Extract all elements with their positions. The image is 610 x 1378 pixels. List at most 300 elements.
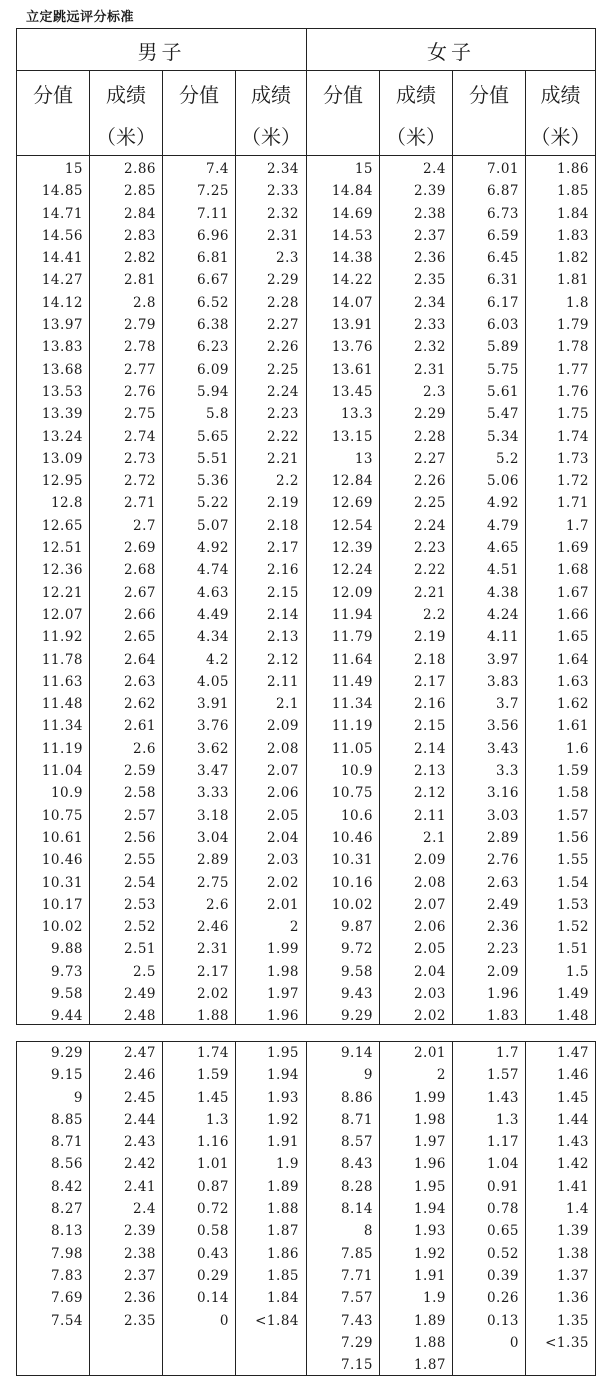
female-result-cell: 1.97 [413, 1134, 446, 1151]
male-result-cell: 2.26 [266, 339, 299, 356]
female-result-cell: 1.62 [556, 696, 589, 713]
table-body [17, 1042, 595, 1376]
male-result-cell: 2.43 [123, 1134, 156, 1151]
male-result-cell: 2.21 [266, 450, 299, 467]
female-result-cell: 2.23 [413, 540, 446, 557]
female-score-cell: 4.51 [486, 562, 519, 579]
female-score-cell: 9.72 [340, 941, 373, 958]
male-score-cell: 6.09 [196, 361, 229, 378]
male-result-cell: 2.03 [266, 852, 299, 869]
female-score-cell: 4.24 [486, 606, 519, 623]
female-result-cell: 2.06 [413, 919, 446, 936]
male-result-cell: 2.79 [123, 317, 156, 334]
male-score-cell: 1.74 [196, 1045, 229, 1061]
female-score-cell: 8.86 [340, 1089, 373, 1106]
male-score-cell: 6.96 [196, 227, 229, 244]
male-score-cell: 2.89 [196, 852, 229, 869]
female-score-cell: 14.53 [331, 227, 373, 244]
table-row [17, 760, 595, 782]
male-result-cell: 2.33 [266, 183, 299, 200]
male-result-cell: 2.19 [266, 495, 299, 512]
female-result-header-2 [526, 71, 595, 156]
female-score-cell: 10.75 [331, 785, 373, 802]
male-score-cell: 13.09 [41, 450, 83, 467]
female-score-cell: 7.29 [340, 1334, 373, 1351]
table-row [17, 1109, 595, 1131]
female-score-cell: 11.19 [331, 718, 373, 735]
female-score-cell: 13.91 [331, 317, 373, 334]
male-score-cell: 2.31 [196, 941, 229, 958]
female-result-cell: 1.67 [556, 584, 589, 601]
female-result-cell: 2.03 [413, 985, 446, 1002]
female-result-cell: 2.12 [413, 785, 446, 802]
male-score-cell: 10.02 [41, 919, 83, 936]
female-score-cell: 1.43 [486, 1089, 519, 1106]
female-result-cell: 1.57 [556, 807, 589, 824]
table-row [17, 1243, 595, 1265]
male-score-cell: 9.44 [50, 1008, 83, 1025]
male-score-header-2 [163, 71, 235, 156]
male-score-cell: 14.41 [41, 250, 83, 267]
male-score-cell: 5.07 [196, 517, 229, 534]
female-score-cell: 0.39 [486, 1267, 519, 1284]
female-result-cell: 2.24 [413, 517, 446, 534]
female-score-cell: 1.17 [486, 1134, 519, 1151]
female-score-cell: 13.45 [331, 383, 373, 400]
header-label: 成绩 [106, 83, 146, 107]
male-score-cell: 14.27 [41, 272, 83, 289]
table-row [17, 269, 595, 291]
male-score-cell: 3.62 [196, 740, 229, 757]
male-score-cell: 0.14 [196, 1290, 229, 1307]
table-row [17, 359, 595, 381]
male-result-cell: 2.47 [123, 1045, 156, 1061]
female-score-cell: 2.09 [486, 963, 519, 980]
female-score-cell: 13.15 [331, 428, 373, 445]
female-score-cell: 1.04 [486, 1156, 519, 1173]
male-score-cell [19, 1354, 83, 1376]
female-score-cell: 3.03 [486, 807, 519, 824]
female-result-cell: 2.33 [413, 317, 446, 334]
female-result-cell: 1.55 [556, 852, 589, 869]
female-score-cell: 10.46 [331, 829, 373, 846]
male-result-cell: 2.58 [123, 785, 156, 802]
female-score-cell: 14.69 [331, 205, 373, 222]
male-score-cell: 0 [219, 1312, 229, 1329]
female-result-cell: 1.78 [556, 339, 589, 356]
female-result-cell: 1.36 [556, 1290, 589, 1307]
male-result-cell: 1.99 [266, 941, 299, 958]
female-result-cell: 1.52 [556, 919, 589, 936]
male-result-cell: 1.96 [266, 1008, 299, 1025]
male-result-cell: 2.62 [123, 696, 156, 713]
female-result-cell: 1.39 [556, 1223, 589, 1240]
female-score-cell: 6.87 [486, 183, 519, 200]
male-result-cell: 2.24 [266, 383, 299, 400]
female-score-cell: 13.61 [331, 361, 373, 378]
female-score-cell: 6.17 [486, 294, 519, 311]
male-score-cell: 4.05 [196, 673, 229, 690]
male-score-cell: 4.74 [196, 562, 229, 579]
male-score-cell: 7.54 [50, 1312, 83, 1329]
male-score-cell: 6.23 [196, 339, 229, 356]
male-score-cell: 1.3 [206, 1111, 229, 1128]
female-score-cell: 3.16 [486, 785, 519, 802]
table-row [17, 604, 595, 626]
female-score-cell: 14.22 [331, 272, 373, 289]
male-result-cell: 2.09 [266, 718, 299, 735]
female-score-cell: 3.43 [486, 740, 519, 757]
header-unit: （米） [241, 125, 301, 149]
male-result-cell: 2.44 [123, 1111, 156, 1128]
header-label: 分值 [323, 83, 363, 107]
female-score-cell: 6.45 [486, 250, 519, 267]
male-score-cell: 13.53 [41, 383, 83, 400]
female-result-cell: 1.43 [556, 1134, 589, 1151]
female-score-cell: 6.03 [486, 317, 519, 334]
male-score-cell: 0.72 [196, 1201, 229, 1218]
male-result-cell: 1.87 [266, 1223, 299, 1240]
male-result-cell: 2.51 [123, 941, 156, 958]
female-score-cell: 5.75 [486, 361, 519, 378]
table-row [17, 782, 595, 804]
female-score-cell: 10.16 [331, 874, 373, 891]
male-result-cell: 2.72 [123, 473, 156, 490]
male-result-cell: 2.74 [123, 428, 156, 445]
female-result-cell: 1.66 [556, 606, 589, 623]
female-result-cell: 1.96 [413, 1156, 446, 1173]
female-score-cell: 12.39 [331, 540, 373, 557]
table-row [17, 894, 595, 916]
female-score-cell: 6.59 [486, 227, 519, 244]
male-score-cell: 4.92 [196, 540, 229, 557]
male-result-cell: 1.86 [266, 1245, 299, 1262]
male-result-cell: 2.66 [123, 606, 156, 623]
male-score-cell: 6.52 [196, 294, 229, 311]
header-label: 分值 [179, 83, 219, 107]
table-row [17, 559, 595, 581]
female-score-cell: 13.3 [340, 406, 373, 423]
male-result-cell: 2.32 [266, 205, 299, 222]
table-row [17, 1265, 595, 1287]
male-score-cell: 10.9 [50, 785, 83, 802]
male-result-cell: 2.15 [266, 584, 299, 601]
male-result-cell: 2.76 [123, 383, 156, 400]
female-score-cell: 1.3 [496, 1111, 519, 1128]
male-score-cell: 13.39 [41, 406, 83, 423]
table-row [17, 203, 595, 225]
female-score-cell: 4.11 [486, 629, 519, 646]
female-score-cell: 13.76 [331, 339, 373, 356]
female-result-cell: 2.36 [413, 250, 446, 267]
female-score-cell: 7.01 [486, 161, 519, 177]
female-result-cell: 1.48 [556, 1008, 589, 1025]
male-result-cell: 2.65 [123, 629, 156, 646]
female-score-cell: 15 [354, 161, 373, 177]
male-score-cell: 2.46 [196, 919, 229, 936]
male-result-cell: 1.93 [266, 1089, 299, 1106]
female-score-cell: 10.9 [340, 763, 373, 780]
male-score-cell: 5.22 [196, 495, 229, 512]
header-label: 成绩 [251, 83, 291, 107]
female-result-cell: 1.82 [556, 250, 589, 267]
female-result-cell: 1.88 [413, 1334, 446, 1351]
male-score-cell: 15 [64, 161, 83, 177]
female-result-cell: 1.89 [413, 1312, 446, 1329]
female-result-cell: 1.61 [556, 718, 589, 735]
female-result-cell: 1.8 [566, 294, 589, 311]
female-result-cell: 2.27 [413, 450, 446, 467]
header-unit: （米） [386, 125, 446, 149]
male-result-cell: 2.75 [123, 406, 156, 423]
male-score-cell: 7.11 [196, 205, 229, 222]
male-result-cell: 2.69 [123, 540, 156, 557]
male-result-cell: 2.4 [133, 1201, 156, 1218]
female-result-cell: 2.37 [413, 227, 446, 244]
female-score-cell: 8.43 [340, 1156, 373, 1173]
female-result-cell: 1.73 [556, 450, 589, 467]
male-header: 男子 [137, 39, 186, 64]
female-result-cell: 1.47 [556, 1045, 589, 1061]
table-row [17, 671, 595, 693]
female-score-cell: 12.69 [331, 495, 373, 512]
female-score-cell: 11.64 [331, 651, 373, 668]
female-result-cell: 1.75 [556, 406, 589, 423]
male-result-cell: 2.42 [123, 1156, 156, 1173]
female-score-cell: 14.84 [331, 183, 373, 200]
male-score-cell: 14.85 [41, 183, 83, 200]
female-score-cell: 1.57 [486, 1067, 519, 1084]
male-result-cell: 2.53 [123, 896, 156, 913]
female-score-cell: 0 [509, 1334, 519, 1351]
female-score-cell: 6.31 [486, 272, 519, 289]
female-result-cell: 1.85 [556, 183, 589, 200]
female-score-cell: 12.24 [331, 562, 373, 579]
male-result-cell: 2.8 [133, 294, 156, 311]
female-score-cell: 11.94 [331, 606, 373, 623]
table-row [17, 961, 595, 983]
male-score-cell: 12.65 [41, 517, 83, 534]
table-row [17, 849, 595, 871]
female-score-cell: 3.7 [496, 696, 519, 713]
male-score-cell: 6.38 [196, 317, 229, 334]
female-result-cell: 1.71 [556, 495, 589, 512]
male-result-cell: 2.7 [133, 517, 156, 534]
male-score-cell: 0.29 [196, 1267, 229, 1284]
female-score-cell: 3.97 [486, 651, 519, 668]
table-row [17, 292, 595, 314]
female-result-cell: 2.32 [413, 339, 446, 356]
female-score-cell: 0.26 [486, 1290, 519, 1307]
male-score-cell: 6.81 [196, 250, 229, 267]
male-score-cell: 14.12 [41, 294, 83, 311]
female-result-cell: 2 [436, 1067, 446, 1084]
header-label: 成绩 [540, 83, 581, 107]
table-body [17, 158, 595, 1028]
female-score-cell: 9.87 [340, 919, 373, 936]
female-score-cell: 2.63 [486, 874, 519, 891]
male-result-cell: 2.71 [123, 495, 156, 512]
male-score-cell: 5.36 [196, 473, 229, 490]
female-score-cell: 1.83 [486, 1008, 519, 1025]
female-result-cell: 2.39 [413, 183, 446, 200]
male-result-cell: 2.05 [266, 807, 299, 824]
male-result-cell: 2.77 [123, 361, 156, 378]
male-result-cell: 2.61 [123, 718, 156, 735]
female-score-cell: 8 [363, 1223, 373, 1240]
male-result-cell: 2.68 [123, 562, 156, 579]
table-row [17, 1220, 595, 1242]
male-score-cell: 4.49 [196, 606, 229, 623]
male-score-cell: 14.71 [41, 205, 83, 222]
female-result-cell: 1.49 [556, 985, 589, 1002]
male-result-cell: 2.81 [123, 272, 156, 289]
male-result-cell: 2.52 [123, 919, 156, 936]
female-result-cell: 1.92 [413, 1245, 446, 1262]
female-result-header-1 [380, 71, 452, 156]
male-result-cell [235, 1332, 299, 1354]
male-result-header-1 [90, 71, 162, 156]
header-label: 分值 [469, 83, 509, 107]
male-result-cell [92, 1332, 156, 1354]
male-score-cell: 10.17 [41, 896, 83, 913]
female-score-cell: 12.09 [331, 584, 373, 601]
male-result-cell: 2.25 [266, 361, 299, 378]
female-score-cell: 3.56 [486, 718, 519, 735]
female-score-cell: 3.83 [486, 673, 519, 690]
female-result-cell: 2.05 [413, 941, 446, 958]
female-score-cell: 7.57 [340, 1290, 373, 1307]
female-result-cell: 2.21 [413, 584, 446, 601]
female-score-cell: 0.91 [486, 1178, 519, 1195]
female-result-cell: 2.17 [413, 673, 446, 690]
female-score-cell: 9.58 [340, 963, 373, 980]
male-result-cell: 2.22 [266, 428, 299, 445]
score-table-part-2 [16, 1041, 596, 1376]
table-row [17, 916, 595, 938]
male-score-cell [19, 1332, 83, 1354]
female-score-cell: 10.31 [331, 852, 373, 869]
male-score-cell: 12.51 [41, 540, 83, 557]
female-score-cell: 2.49 [486, 896, 519, 913]
female-result-cell: 1.94 [413, 1201, 446, 1218]
table-row [17, 403, 595, 425]
female-result-cell: 1.64 [556, 651, 589, 668]
female-score-cell: 10.6 [340, 807, 373, 824]
table-row [17, 805, 595, 827]
female-header: 女子 [427, 39, 475, 64]
male-result-cell: 2.06 [266, 785, 299, 802]
female-result-cell: 2.25 [413, 495, 446, 512]
male-score-cell: 6.67 [196, 272, 229, 289]
female-result-cell [525, 1354, 589, 1376]
male-score-cell: 10.46 [41, 852, 83, 869]
female-result-cell: 1.98 [413, 1111, 446, 1128]
male-score-cell: 11.34 [41, 718, 83, 735]
female-result-cell: 1.35 [556, 1312, 589, 1329]
female-score-cell: 7.71 [340, 1267, 373, 1284]
female-result-cell: 1.93 [413, 1223, 446, 1240]
male-score-cell: 2.02 [196, 985, 229, 1002]
male-score-cell: 0.87 [196, 1178, 229, 1195]
male-result-cell: 2.67 [123, 584, 156, 601]
female-result-cell: 1.79 [556, 317, 589, 334]
male-result-cell: 1.85 [266, 1267, 299, 1284]
female-score-cell: 12.84 [331, 473, 373, 490]
female-score-cell: 10.02 [331, 896, 373, 913]
male-result-cell: 1.88 [266, 1201, 299, 1218]
table-row [17, 1042, 595, 1064]
male-result-cell: 2.37 [123, 1267, 156, 1284]
male-score-cell: 8.71 [50, 1134, 83, 1151]
male-result-cell: 2.34 [266, 161, 299, 177]
female-result-cell: 2.35 [413, 272, 446, 289]
male-result-cell: 2.64 [123, 651, 156, 668]
female-score-cell: 2.89 [486, 829, 519, 846]
female-score-cell: 5.47 [486, 406, 519, 423]
table-row [17, 225, 595, 247]
male-score-cell: 4.63 [196, 584, 229, 601]
male-result-cell: 2.3 [276, 250, 299, 267]
female-score-cell: 2.23 [486, 941, 519, 958]
female-score-cell: 11.05 [331, 740, 373, 757]
male-result-cell: 2.55 [123, 852, 156, 869]
male-result-cell: 2.5 [133, 963, 156, 980]
female-score-cell: 9.14 [340, 1045, 373, 1061]
female-result-cell: 2.01 [413, 1045, 446, 1061]
header-label: 分值 [33, 83, 73, 107]
male-score-cell: 5.94 [196, 383, 229, 400]
female-result-cell: 1.86 [556, 161, 589, 177]
male-score-cell [165, 1332, 229, 1354]
header-unit: （米） [530, 125, 591, 149]
male-result-cell: 2.29 [266, 272, 299, 289]
male-result-cell: 2.48 [123, 1008, 156, 1025]
male-score-header-1 [17, 71, 89, 156]
male-result-cell: <1.84 [255, 1312, 299, 1329]
male-result-cell: 2.49 [123, 985, 156, 1002]
female-result-cell: 2.19 [413, 629, 446, 646]
male-score-cell: 9 [73, 1089, 83, 1106]
female-result-cell: 1.44 [556, 1111, 589, 1128]
table-row [17, 872, 595, 894]
female-score-cell: 5.06 [486, 473, 519, 490]
male-result-cell: 2.12 [266, 651, 299, 668]
female-score-cell: 8.57 [340, 1134, 373, 1151]
female-result-cell: 2.26 [413, 473, 446, 490]
female-result-cell: 1.69 [556, 540, 589, 557]
male-result-cell: 2.27 [266, 317, 299, 334]
female-result-cell: 2.34 [413, 294, 446, 311]
male-result-cell: 2.38 [123, 1245, 156, 1262]
male-score-cell: 1.16 [196, 1134, 229, 1151]
male-result-cell: 2.46 [123, 1067, 156, 1084]
male-score-cell: 2.6 [206, 896, 229, 913]
male-score-cell: 7.98 [50, 1245, 83, 1262]
male-score-cell: 5.65 [196, 428, 229, 445]
male-result-header-2 [236, 71, 306, 156]
table-row [17, 448, 595, 470]
male-score-cell: 11.92 [41, 629, 83, 646]
female-score-cell: 8.28 [340, 1178, 373, 1195]
table-row [17, 1005, 595, 1027]
male-score-cell: 3.33 [196, 785, 229, 802]
male-result-cell: 1.95 [266, 1045, 299, 1061]
table-row [17, 827, 595, 849]
table-row [17, 1087, 595, 1109]
female-score-cell: 7.85 [340, 1245, 373, 1262]
table-row [17, 1310, 595, 1332]
